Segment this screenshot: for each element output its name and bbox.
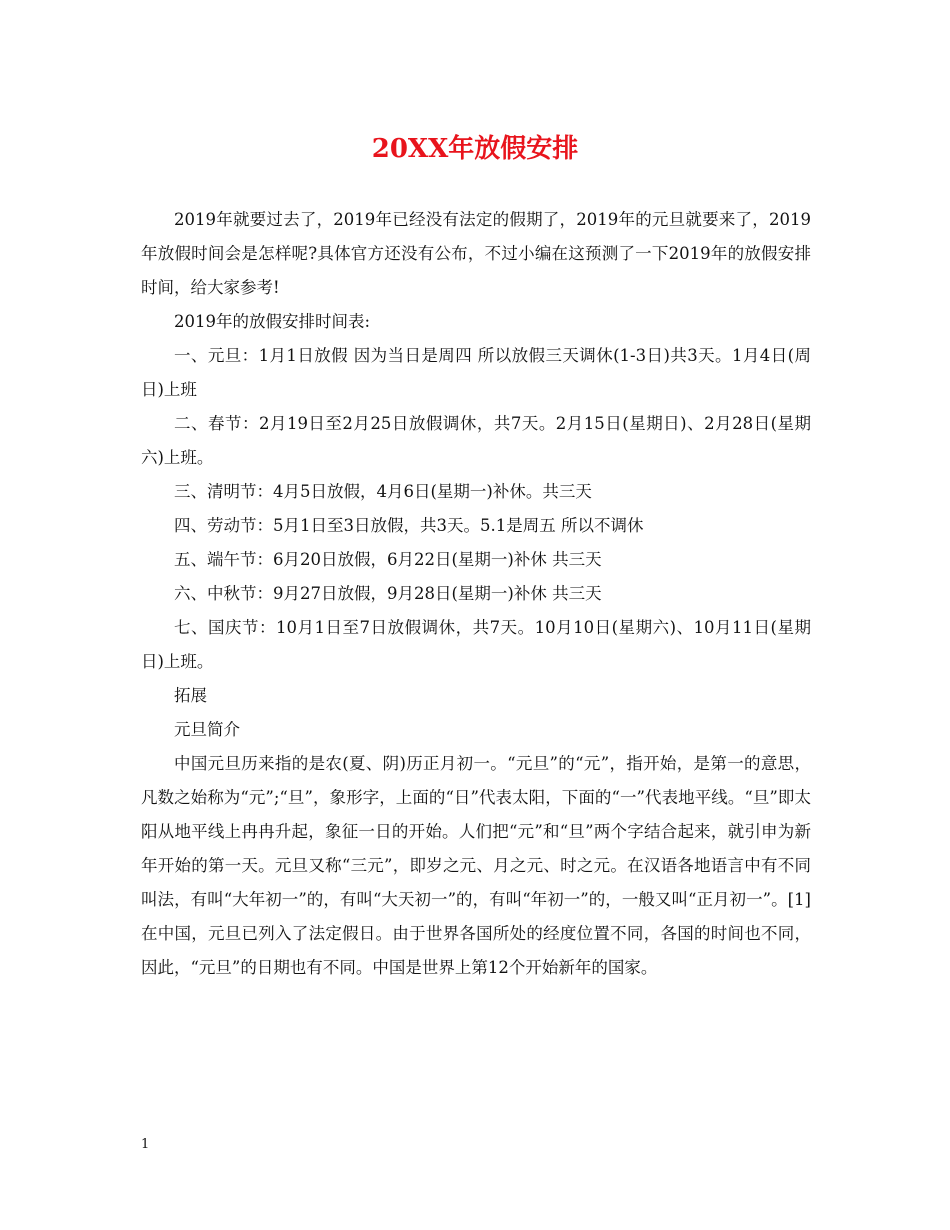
paragraph-labor-day: 四、劳动节：5月1日至3日放假，共3天。5.1是周五 所以不调休 [174,516,644,535]
paragraph-expansion-heading: 拓展 [174,686,207,705]
paragraph-mid-autumn: 六、中秋节：9月27日放假，9月28日(星期一)补休 共三天 [174,584,602,603]
paragraph-schedule-heading: 2019年的放假安排时间表: [174,312,371,331]
document-body [141,203,811,985]
paragraph-national-day: 七、国庆节：10月1日至7日放假调休，共7天。10月10日(星期六)、10月11日(星期日)上班。 [141,618,811,671]
page-number: 1 [141,1137,150,1152]
paragraph-new-year: 一、元旦：1月1日放假 因为当日是周四 所以放假三天调休(1-3日)共3天。1月4日(周日)上班 [141,346,811,399]
document-title: 20XX年放假安排 [371,134,579,164]
paragraph-dragon-boat: 五、端午节：6月20日放假，6月22日(星期一)补休 共三天 [174,550,602,569]
paragraph-intro: 2019年就要过去了，2019年已经没有法定的假期了，2019年的元旦就要来了，2019年放假时间会是怎样呢?具体官方还没有公布，不过小编在这预测了一下2019年的放假安排时间，给大家参考! [141,210,811,297]
paragraph-yuandan-intro-heading: 元旦简介 [174,720,240,739]
paragraph-spring-festival: 二、春节：2月19日至2月25日放假调休，共7天。2月15日(星期日)、2月28日(星期六)上班。 [141,414,811,467]
paragraph-yuandan-description: 中国元旦历来指的是农(夏、阴)历正月初一。“元旦”的“元”，指开始，是第一的意思，凡数之始称为“元”;“旦”，象形字，上面的“日”代表太阳，下面的“一”代表地平线。“旦”即太阳从地平线上冉冉升起，象征一日的开始。人们把“元”和“旦”两个字结合起来，就引申为新年开始的第一天。元旦又称“三元”，即岁之元、月之元、时之元。在汉语各地语言中有不同叫法，有叫“大年初一”的，有叫“大天初一”的，有叫“年初一”的，一般又叫“正月初一”。[1]在中国，元旦已列入了法定假日。由于世界各国所处的经度位置不同，各国的时间也不同，因此，“元旦”的日期也有不同。中国是世界上第12个开始新年的国家。 [141,754,811,977]
paragraph-qingming: 三、清明节：4月5日放假，4月6日(星期一)补休。共三天 [174,482,592,501]
